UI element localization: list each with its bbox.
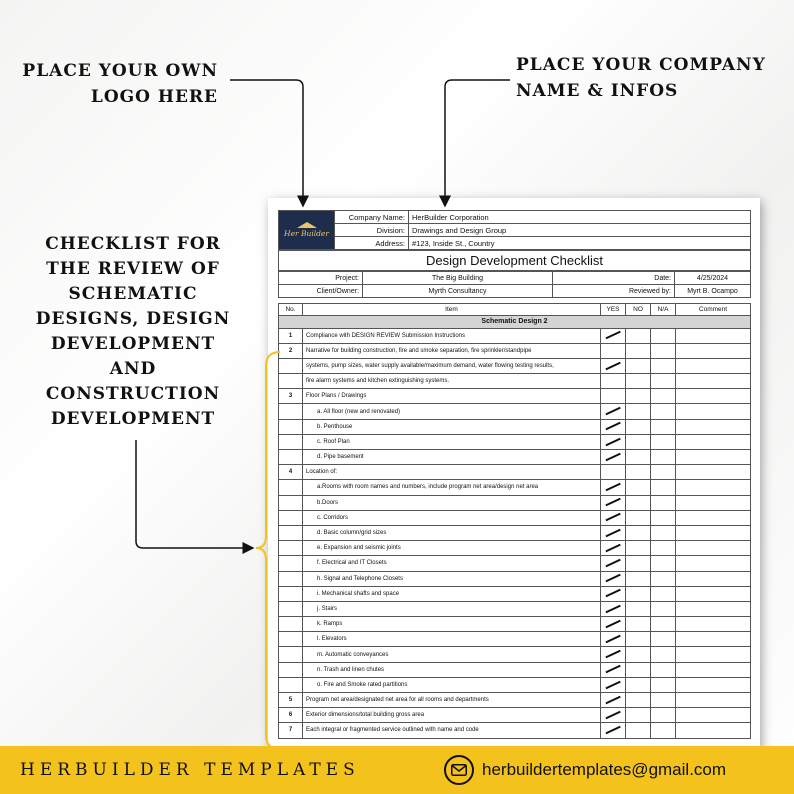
checkmark-icon (605, 695, 620, 703)
yes-cell[interactable] (601, 374, 626, 389)
footer-email[interactable]: herbuildertemplates@gmail.com (482, 760, 727, 779)
row-item-text: i. Mechanical shafts and space (303, 586, 601, 601)
row-item-text: m. Automatic conveyances (303, 647, 601, 662)
yes-cell[interactable] (601, 419, 626, 434)
project-label: Project: (279, 272, 363, 285)
checkmark-icon (605, 559, 620, 567)
no-cell[interactable] (626, 404, 651, 419)
row-number (279, 586, 303, 601)
yes-cell[interactable] (601, 328, 626, 343)
company-callout (516, 52, 776, 104)
yes-cell[interactable] (601, 389, 626, 404)
no-cell[interactable] (626, 525, 651, 540)
comment-cell[interactable] (676, 495, 751, 510)
table-row (279, 693, 751, 708)
na-cell[interactable] (651, 495, 676, 510)
table-row (279, 495, 751, 510)
no-cell[interactable] (626, 541, 651, 556)
table-row (279, 465, 751, 480)
comment-cell[interactable] (676, 404, 751, 419)
date-value: 4/25/2024 (675, 272, 751, 285)
no-cell[interactable] (626, 465, 651, 480)
address-label: Address: (335, 237, 409, 250)
yes-cell[interactable] (601, 723, 626, 738)
table-row (279, 601, 751, 616)
checklist-arrow (136, 440, 253, 548)
checkmark-icon (605, 650, 620, 658)
checkmark-icon (605, 407, 620, 415)
comment-cell[interactable] (676, 434, 751, 449)
comment-cell[interactable] (676, 556, 751, 571)
comment-cell[interactable] (676, 525, 751, 540)
no-cell[interactable] (626, 343, 651, 358)
checkmark-icon (605, 665, 620, 673)
na-cell[interactable] (651, 404, 676, 419)
section-header: Schematic Design 2 (279, 315, 751, 328)
row-number (279, 419, 303, 434)
na-cell[interactable] (651, 465, 676, 480)
checklist-callout-line: SCHEMATIC (68, 284, 198, 304)
yes-cell[interactable] (601, 465, 626, 480)
na-cell[interactable] (651, 450, 676, 465)
col-comment-header: Comment (676, 303, 751, 315)
row-item-text: Narrative for building construction, fire and smoke separation, fire sprinkler/standpipe (303, 343, 601, 358)
no-cell[interactable] (626, 677, 651, 692)
row-item-text: c. Roof Plan (303, 434, 601, 449)
row-number (279, 601, 303, 616)
checkmark-icon (605, 483, 620, 491)
comment-cell[interactable] (676, 571, 751, 586)
table-row (279, 374, 751, 389)
yes-cell[interactable] (601, 480, 626, 495)
na-cell[interactable] (651, 586, 676, 601)
comment-cell[interactable] (676, 586, 751, 601)
table-row (279, 328, 751, 343)
table-row (279, 389, 751, 404)
company-callout-line-2: NAME & INFOS (516, 81, 679, 101)
table-row (279, 632, 751, 647)
row-number (279, 525, 303, 540)
comment-cell[interactable] (676, 541, 751, 556)
col-no-answer-header: NO (626, 303, 651, 315)
na-cell[interactable] (651, 693, 676, 708)
no-cell[interactable] (626, 480, 651, 495)
checklist-callout-line: CONSTRUCTION (45, 384, 221, 404)
no-cell[interactable] (626, 434, 651, 449)
row-number (279, 434, 303, 449)
row-item-text: l. Elevators (303, 632, 601, 647)
table-row (279, 586, 751, 601)
comment-cell[interactable] (676, 723, 751, 738)
na-cell[interactable] (651, 708, 676, 723)
table-row (279, 525, 751, 540)
checklist-callout-line: AND (109, 359, 157, 379)
na-cell[interactable] (651, 343, 676, 358)
na-cell[interactable] (651, 571, 676, 586)
checkmark-icon (605, 544, 620, 552)
yes-cell[interactable] (601, 556, 626, 571)
row-item-text: a.Rooms with room names and numbers, include program net area/design net area (303, 480, 601, 495)
project-value: The Big Building (363, 272, 553, 285)
row-number (279, 480, 303, 495)
table-row (279, 343, 751, 358)
no-cell[interactable] (626, 617, 651, 632)
comment-cell[interactable] (676, 632, 751, 647)
na-cell[interactable] (651, 632, 676, 647)
yes-cell[interactable] (601, 662, 626, 677)
row-item-text: Program net area/designated net area for all rooms and departments (303, 693, 601, 708)
row-item-text: Location of: (303, 465, 601, 480)
no-cell[interactable] (626, 662, 651, 677)
no-cell[interactable] (626, 495, 651, 510)
na-cell[interactable] (651, 647, 676, 662)
yes-cell[interactable] (601, 708, 626, 723)
no-cell[interactable] (626, 708, 651, 723)
logo-callout-line-2: LOGO HERE (90, 87, 218, 107)
comment-cell[interactable] (676, 662, 751, 677)
table-row (279, 480, 751, 495)
yes-cell[interactable] (601, 358, 626, 373)
checkmark-icon (605, 437, 620, 445)
comment-cell[interactable] (676, 708, 751, 723)
row-number: 2 (279, 343, 303, 358)
table-row (279, 450, 751, 465)
na-cell[interactable] (651, 419, 676, 434)
checklist-callout-line: THE REVIEW OF (46, 259, 220, 279)
project-info-table (278, 271, 751, 298)
checkmark-icon (605, 635, 620, 643)
checkmark-icon (605, 452, 620, 460)
row-number: 7 (279, 723, 303, 738)
checkmark-icon (605, 711, 620, 719)
row-number: 4 (279, 465, 303, 480)
no-cell[interactable] (626, 328, 651, 343)
row-number: 5 (279, 693, 303, 708)
company-callout-line-1: PLACE YOUR COMPANY (516, 55, 766, 75)
comment-cell[interactable] (676, 465, 751, 480)
email-icon (444, 755, 474, 785)
row-item-text: n. Trash and linen chutes (303, 662, 601, 677)
row-number (279, 571, 303, 586)
na-cell[interactable] (651, 556, 676, 571)
table-row (279, 677, 751, 692)
row-item-text: o. Fire and Smoke rated partitions (303, 677, 601, 692)
checklist-callout-line: DESIGNS, DESIGN (35, 309, 231, 329)
comment-cell[interactable] (676, 343, 751, 358)
row-item-text: f. Electrical and IT Closets (303, 556, 601, 571)
company-header-table (278, 210, 751, 250)
checkmark-icon (605, 361, 620, 369)
row-item-text: b.Doors (303, 495, 601, 510)
checklist-callout-line: DEVELOPMENT (50, 334, 216, 354)
row-number (279, 647, 303, 662)
no-cell[interactable] (626, 586, 651, 601)
na-cell[interactable] (651, 510, 676, 525)
na-cell[interactable] (651, 617, 676, 632)
table-row (279, 404, 751, 419)
table-row (279, 434, 751, 449)
comment-cell[interactable] (676, 601, 751, 616)
na-cell[interactable] (651, 525, 676, 540)
col-yes-header: YES (601, 303, 626, 315)
yes-cell[interactable] (601, 434, 626, 449)
row-number (279, 617, 303, 632)
table-row (279, 647, 751, 662)
client-label: Client/Owner: (279, 285, 363, 298)
checkmark-icon (605, 574, 620, 582)
checkmark-icon (605, 604, 620, 612)
checklist-document (268, 198, 760, 758)
na-cell[interactable] (651, 434, 676, 449)
no-cell[interactable] (626, 556, 651, 571)
row-number (279, 662, 303, 677)
table-row (279, 571, 751, 586)
na-cell[interactable] (651, 677, 676, 692)
row-number (279, 450, 303, 465)
row-item-text: d. Basic column/grid sizes (303, 525, 601, 540)
yes-cell[interactable] (601, 647, 626, 662)
yes-cell[interactable] (601, 525, 626, 540)
checklist-rows (279, 328, 751, 738)
row-item-text: d. Pipe basement (303, 450, 601, 465)
row-number (279, 677, 303, 692)
no-cell[interactable] (626, 647, 651, 662)
na-cell[interactable] (651, 358, 676, 373)
row-item-text: fire alarm systems and kitchen extinguishing systems. (303, 374, 601, 389)
footer-brand: HERBUILDER TEMPLATES (20, 760, 360, 780)
table-row (279, 510, 751, 525)
na-cell[interactable] (651, 480, 676, 495)
checklist-table (278, 298, 751, 739)
yes-cell[interactable] (601, 677, 626, 692)
col-no-header: No. (279, 303, 303, 315)
company-name-label: Company Name: (335, 211, 409, 224)
document-title: Design Development Checklist (279, 251, 751, 271)
row-item-text: b. Penthouse (303, 419, 601, 434)
yes-cell[interactable] (601, 586, 626, 601)
na-cell[interactable] (651, 541, 676, 556)
checklist-callout (28, 232, 238, 432)
house-icon (297, 222, 317, 228)
na-cell[interactable] (651, 723, 676, 738)
yes-cell[interactable] (601, 571, 626, 586)
row-number: 1 (279, 328, 303, 343)
row-item-text: j. Stairs (303, 601, 601, 616)
comment-cell[interactable] (676, 389, 751, 404)
comment-cell[interactable] (676, 647, 751, 662)
division-value: Drawings and Design Group (409, 224, 751, 237)
table-row (279, 617, 751, 632)
company-name-value: HerBuilder Corporation (409, 211, 751, 224)
reviewer-label: Reviewed by: (553, 285, 675, 298)
checklist-callout-line: CHECKLIST FOR (45, 234, 221, 254)
checkmark-icon (605, 422, 620, 430)
client-value: Myrth Consultancy (363, 285, 553, 298)
yes-cell[interactable] (601, 601, 626, 616)
logo-arrow (230, 80, 303, 206)
checkmark-icon (605, 619, 620, 627)
address-value: #123, Inside St., Country (409, 237, 751, 250)
checkmark-icon (605, 680, 620, 688)
company-arrow (445, 80, 510, 206)
comment-cell[interactable] (676, 328, 751, 343)
comment-cell[interactable] (676, 450, 751, 465)
date-label: Date: (553, 272, 675, 285)
row-item-text: Each integral or fragmented service outlined with name and code (303, 723, 601, 738)
reviewer-value: Myrt B. Ocampo (675, 285, 751, 298)
na-cell[interactable] (651, 601, 676, 616)
checklist-callout-line: DEVELOPMENT (50, 409, 216, 429)
row-item-text: Exterior dimensions/total building gross area (303, 708, 601, 723)
yes-cell[interactable] (601, 450, 626, 465)
row-item-text: k. Ramps (303, 617, 601, 632)
title-table (278, 250, 751, 271)
na-cell[interactable] (651, 374, 676, 389)
table-row (279, 358, 751, 373)
no-cell[interactable] (626, 632, 651, 647)
logo-callout (18, 58, 218, 110)
table-row (279, 556, 751, 571)
row-item-text: e. Expansion and seismic joints (303, 541, 601, 556)
row-item-text: c. Corridors (303, 510, 601, 525)
footer-bar (0, 746, 794, 794)
col-item-header: Item (303, 303, 601, 315)
yes-cell[interactable] (601, 343, 626, 358)
footer-email-group[interactable] (444, 755, 726, 785)
checkmark-icon (605, 513, 620, 521)
yes-cell[interactable] (601, 617, 626, 632)
row-number (279, 541, 303, 556)
yes-cell[interactable] (601, 541, 626, 556)
no-cell[interactable] (626, 723, 651, 738)
no-cell[interactable] (626, 450, 651, 465)
checkmark-icon (605, 331, 620, 339)
yes-cell[interactable] (601, 632, 626, 647)
no-cell[interactable] (626, 419, 651, 434)
table-row (279, 723, 751, 738)
yes-cell[interactable] (601, 510, 626, 525)
no-cell[interactable] (626, 510, 651, 525)
comment-cell[interactable] (676, 693, 751, 708)
row-number (279, 495, 303, 510)
row-number (279, 510, 303, 525)
checkmark-icon (605, 726, 620, 734)
na-cell[interactable] (651, 389, 676, 404)
row-number (279, 374, 303, 389)
row-number (279, 556, 303, 571)
checkmark-icon (605, 528, 620, 536)
no-cell[interactable] (626, 571, 651, 586)
yes-cell[interactable] (601, 495, 626, 510)
col-na-header: N/A (651, 303, 676, 315)
row-item-text: h. Signal and Telephone Closets (303, 571, 601, 586)
na-cell[interactable] (651, 662, 676, 677)
yes-cell[interactable] (601, 693, 626, 708)
comment-cell[interactable] (676, 374, 751, 389)
table-row (279, 541, 751, 556)
row-number (279, 632, 303, 647)
row-item-text: Compliance with DESIGN REVIEW Submission Instructions (303, 328, 601, 343)
comment-cell[interactable] (676, 358, 751, 373)
table-row (279, 419, 751, 434)
row-number (279, 358, 303, 373)
no-cell[interactable] (626, 601, 651, 616)
row-item-text: a. All floor (new and renovated) (303, 404, 601, 419)
logo-callout-line-1: PLACE YOUR OWN (22, 61, 218, 81)
checkmark-icon (605, 589, 620, 597)
table-row (279, 708, 751, 723)
division-label: Division: (335, 224, 409, 237)
no-cell[interactable] (626, 389, 651, 404)
comment-cell[interactable] (676, 510, 751, 525)
row-item-text: systems, pump sizes, water supply available/maximum demand, water flowing testing results, (303, 358, 601, 373)
comment-cell[interactable] (676, 677, 751, 692)
yes-cell[interactable] (601, 404, 626, 419)
no-cell[interactable] (626, 358, 651, 373)
comment-cell[interactable] (676, 617, 751, 632)
row-number: 3 (279, 389, 303, 404)
comment-cell[interactable] (676, 480, 751, 495)
checkmark-icon (605, 498, 620, 506)
comment-cell[interactable] (676, 419, 751, 434)
no-cell[interactable] (626, 693, 651, 708)
na-cell[interactable] (651, 328, 676, 343)
no-cell[interactable] (626, 374, 651, 389)
table-row (279, 662, 751, 677)
row-number: 6 (279, 708, 303, 723)
row-number (279, 404, 303, 419)
logo-text: Her Builder (284, 229, 329, 238)
company-logo (279, 211, 335, 250)
row-item-text: Floor Plans / Drawings (303, 389, 601, 404)
